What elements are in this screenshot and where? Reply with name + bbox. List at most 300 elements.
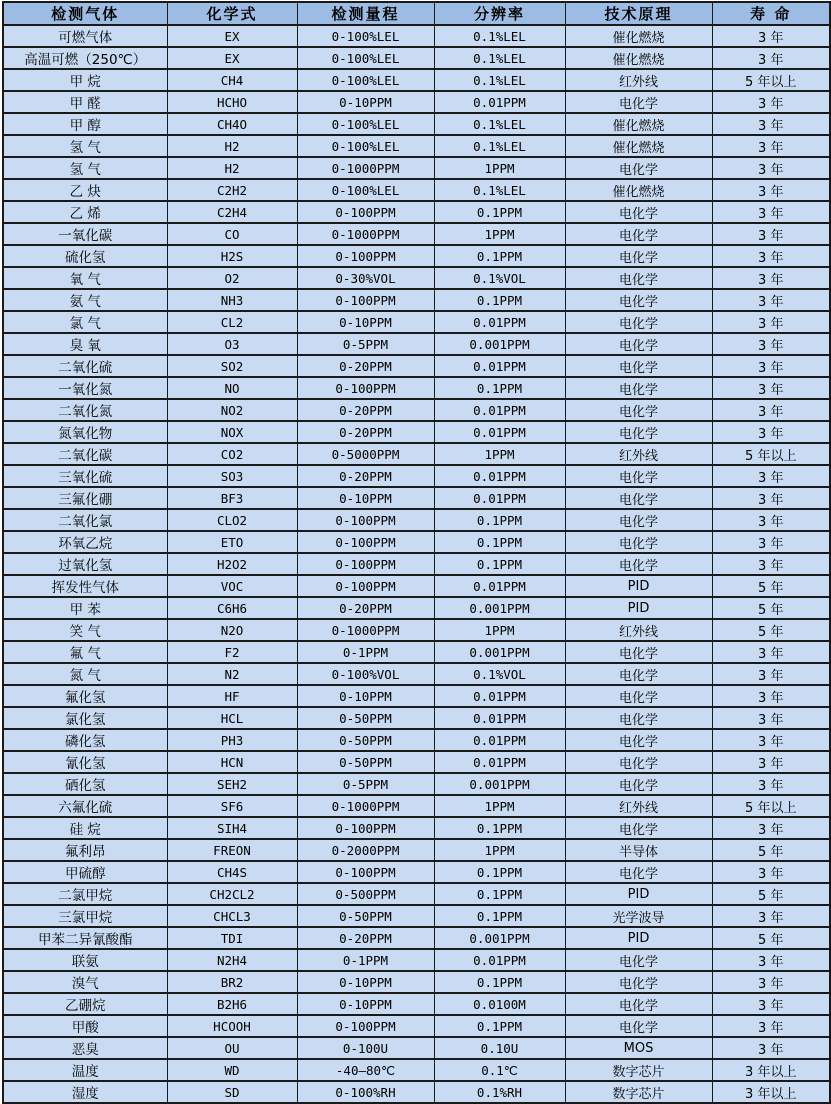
cell-range: 0-100%LEL	[297, 25, 434, 47]
cell-range: 0-10PPM	[297, 685, 434, 707]
cell-gas: 氢 气	[3, 157, 167, 179]
cell-range: 0-100PPM	[297, 245, 434, 267]
cell-lifespan: 3 年	[712, 201, 830, 223]
table-row	[3, 531, 830, 553]
cell-resolution: 0.1PPM	[434, 971, 565, 993]
table-row	[3, 971, 830, 993]
cell-lifespan: 3 年	[712, 707, 830, 729]
table-row	[3, 663, 830, 685]
cell-principle: PID	[565, 597, 712, 619]
cell-formula: NH3	[167, 289, 297, 311]
cell-range: 0-100%LEL	[297, 69, 434, 91]
cell-range: 0-10PPM	[297, 311, 434, 333]
cell-range: 0-100PPM	[297, 861, 434, 883]
cell-resolution: 1PPM	[434, 443, 565, 465]
table-row	[3, 773, 830, 795]
cell-formula: CH4S	[167, 861, 297, 883]
cell-principle: PID	[565, 927, 712, 949]
cell-range: 0-5000PPM	[297, 443, 434, 465]
cell-principle: 电化学	[565, 531, 712, 553]
cell-range: 0-50PPM	[297, 729, 434, 751]
cell-resolution: 1PPM	[434, 223, 565, 245]
cell-range: 0-20PPM	[297, 421, 434, 443]
cell-formula: HCN	[167, 751, 297, 773]
cell-gas: 氮氧化物	[3, 421, 167, 443]
cell-resolution: 0.1%LEL	[434, 113, 565, 135]
cell-gas: 环氧乙烷	[3, 531, 167, 553]
table-row	[3, 1037, 830, 1059]
cell-gas: 湿度	[3, 1081, 167, 1103]
cell-principle: 电化学	[565, 663, 712, 685]
cell-range: 0-100%LEL	[297, 47, 434, 69]
cell-range: 0-30%VOL	[297, 267, 434, 289]
cell-formula: SIH4	[167, 817, 297, 839]
cell-lifespan: 3 年	[712, 641, 830, 663]
cell-principle: 电化学	[565, 861, 712, 883]
cell-resolution: 0.1%RH	[434, 1081, 565, 1103]
cell-resolution: 0.01PPM	[434, 575, 565, 597]
cell-resolution: 1PPM	[434, 795, 565, 817]
cell-principle: 电化学	[565, 333, 712, 355]
cell-range: 0-100PPM	[297, 201, 434, 223]
cell-principle: 催化燃烧	[565, 25, 712, 47]
cell-range: 0-100PPM	[297, 509, 434, 531]
cell-principle: 电化学	[565, 553, 712, 575]
table-row	[3, 399, 830, 421]
cell-formula: C2H4	[167, 201, 297, 223]
cell-gas: 二氧化氯	[3, 509, 167, 531]
cell-resolution: 0.01PPM	[434, 729, 565, 751]
cell-formula: CO2	[167, 443, 297, 465]
cell-lifespan: 5 年	[712, 839, 830, 861]
cell-resolution: 0.01PPM	[434, 707, 565, 729]
cell-principle: 半导体	[565, 839, 712, 861]
cell-formula: WD	[167, 1059, 297, 1081]
cell-lifespan: 5 年	[712, 927, 830, 949]
table-row	[3, 25, 830, 47]
cell-formula: N2	[167, 663, 297, 685]
cell-range: 0-20PPM	[297, 399, 434, 421]
cell-gas: 磷化氢	[3, 729, 167, 751]
cell-range: 0-100PPM	[297, 289, 434, 311]
cell-principle: 电化学	[565, 377, 712, 399]
cell-lifespan: 3 年	[712, 355, 830, 377]
cell-resolution: 1PPM	[434, 157, 565, 179]
cell-range: 0-50PPM	[297, 905, 434, 927]
cell-principle: 电化学	[565, 245, 712, 267]
table-row	[3, 289, 830, 311]
cell-gas: 联氨	[3, 949, 167, 971]
cell-resolution: 0.1%LEL	[434, 47, 565, 69]
cell-formula: CH4	[167, 69, 297, 91]
cell-gas: 乙硼烷	[3, 993, 167, 1015]
cell-principle: 电化学	[565, 157, 712, 179]
cell-lifespan: 3 年	[712, 223, 830, 245]
cell-lifespan: 3 年	[712, 465, 830, 487]
cell-lifespan: 3 年以上	[712, 1059, 830, 1081]
cell-lifespan: 3 年	[712, 531, 830, 553]
cell-lifespan: 3 年	[712, 399, 830, 421]
cell-resolution: 0.1PPM	[434, 883, 565, 905]
cell-gas: 三氯甲烷	[3, 905, 167, 927]
table-row	[3, 69, 830, 91]
cell-gas: 甲硫醇	[3, 861, 167, 883]
table-row	[3, 333, 830, 355]
cell-lifespan: 3 年	[712, 685, 830, 707]
cell-lifespan: 3 年	[712, 487, 830, 509]
cell-principle: 电化学	[565, 773, 712, 795]
cell-resolution: 0.1PPM	[434, 245, 565, 267]
cell-gas: 三氟化硼	[3, 487, 167, 509]
cell-lifespan: 3 年	[712, 311, 830, 333]
cell-resolution: 0.1%LEL	[434, 69, 565, 91]
cell-range: 0-100%LEL	[297, 135, 434, 157]
cell-principle: 电化学	[565, 267, 712, 289]
cell-resolution: 0.1PPM	[434, 201, 565, 223]
gas-sensor-spec-table	[2, 1, 831, 1104]
cell-gas: 甲苯二异氰酸酯	[3, 927, 167, 949]
cell-gas: 二氯甲烷	[3, 883, 167, 905]
cell-range: 0-1000PPM	[297, 223, 434, 245]
column-header-principle: 技术原理	[565, 2, 712, 25]
cell-lifespan: 3 年	[712, 729, 830, 751]
cell-lifespan: 3 年	[712, 993, 830, 1015]
cell-gas: 三氧化硫	[3, 465, 167, 487]
cell-lifespan: 5 年	[712, 619, 830, 641]
cell-principle: PID	[565, 575, 712, 597]
cell-formula: BF3	[167, 487, 297, 509]
table-row	[3, 641, 830, 663]
cell-range: 0-100PPM	[297, 531, 434, 553]
cell-formula: FREON	[167, 839, 297, 861]
cell-lifespan: 3 年	[712, 25, 830, 47]
cell-formula: H2S	[167, 245, 297, 267]
table-row	[3, 223, 830, 245]
cell-range: 0-100%LEL	[297, 113, 434, 135]
cell-range: 0-10PPM	[297, 91, 434, 113]
cell-gas: 硅 烷	[3, 817, 167, 839]
cell-formula: EX	[167, 25, 297, 47]
cell-gas: 氮 气	[3, 663, 167, 685]
table-row	[3, 245, 830, 267]
cell-gas: 甲 苯	[3, 597, 167, 619]
cell-principle: 电化学	[565, 289, 712, 311]
cell-lifespan: 3 年	[712, 157, 830, 179]
cell-principle: 催化燃烧	[565, 179, 712, 201]
column-header-lifespan: 寿 命	[712, 2, 830, 25]
cell-resolution: 0.1%VOL	[434, 267, 565, 289]
cell-principle: 电化学	[565, 949, 712, 971]
cell-principle: 电化学	[565, 201, 712, 223]
cell-range: 0-20PPM	[297, 597, 434, 619]
table-row	[3, 927, 830, 949]
cell-gas: 臭 氧	[3, 333, 167, 355]
cell-gas: 氨 气	[3, 289, 167, 311]
cell-resolution: 0.01PPM	[434, 487, 565, 509]
cell-principle: 电化学	[565, 421, 712, 443]
cell-gas: 氟利昂	[3, 839, 167, 861]
cell-gas: 氢 气	[3, 135, 167, 157]
cell-formula: OU	[167, 1037, 297, 1059]
table-row	[3, 443, 830, 465]
cell-principle: 电化学	[565, 751, 712, 773]
cell-principle: 电化学	[565, 311, 712, 333]
cell-resolution: 0.01PPM	[434, 91, 565, 113]
cell-resolution: 0.1PPM	[434, 531, 565, 553]
cell-resolution: 1PPM	[434, 839, 565, 861]
table-row	[3, 949, 830, 971]
cell-resolution: 0.0100M	[434, 993, 565, 1015]
column-header-gas: 检测气体	[3, 2, 167, 25]
cell-range: -40—80℃	[297, 1059, 434, 1081]
cell-lifespan: 3 年	[712, 91, 830, 113]
cell-gas: 笑 气	[3, 619, 167, 641]
cell-principle: 电化学	[565, 223, 712, 245]
table-row	[3, 905, 830, 927]
cell-principle: 催化燃烧	[565, 135, 712, 157]
cell-range: 0-100PPM	[297, 377, 434, 399]
cell-gas: 硒化氢	[3, 773, 167, 795]
cell-gas: 二氧化碳	[3, 443, 167, 465]
cell-lifespan: 5 年以上	[712, 443, 830, 465]
column-header-resolution: 分辨率	[434, 2, 565, 25]
cell-gas: 乙 炔	[3, 179, 167, 201]
cell-lifespan: 5 年以上	[712, 795, 830, 817]
cell-resolution: 0.001PPM	[434, 927, 565, 949]
column-header-formula: 化学式	[167, 2, 297, 25]
table-row	[3, 707, 830, 729]
cell-range: 0-1000PPM	[297, 157, 434, 179]
cell-range: 0-100U	[297, 1037, 434, 1059]
cell-gas: 一氧化碳	[3, 223, 167, 245]
cell-lifespan: 3 年	[712, 113, 830, 135]
table-row	[3, 135, 830, 157]
table-header-row	[3, 2, 830, 25]
cell-principle: 电化学	[565, 641, 712, 663]
cell-formula: H2	[167, 157, 297, 179]
cell-gas: 氰化氢	[3, 751, 167, 773]
table-row	[3, 597, 830, 619]
table-row	[3, 157, 830, 179]
cell-range: 0-2000PPM	[297, 839, 434, 861]
cell-principle: 电化学	[565, 509, 712, 531]
cell-lifespan: 3 年	[712, 553, 830, 575]
table-row	[3, 861, 830, 883]
table-row	[3, 377, 830, 399]
cell-principle: 电化学	[565, 729, 712, 751]
cell-resolution: 0.1PPM	[434, 377, 565, 399]
cell-range: 0-10PPM	[297, 487, 434, 509]
cell-gas: 甲 醛	[3, 91, 167, 113]
cell-resolution: 0.01PPM	[434, 421, 565, 443]
cell-resolution: 0.001PPM	[434, 773, 565, 795]
cell-principle: 电化学	[565, 1015, 712, 1037]
cell-resolution: 0.1℃	[434, 1059, 565, 1081]
cell-formula: NO	[167, 377, 297, 399]
cell-formula: EX	[167, 47, 297, 69]
table-row	[3, 179, 830, 201]
cell-lifespan: 3 年	[712, 971, 830, 993]
cell-principle: 光学波导	[565, 905, 712, 927]
cell-resolution: 0.001PPM	[434, 333, 565, 355]
cell-range: 0-20PPM	[297, 465, 434, 487]
cell-formula: N2O	[167, 619, 297, 641]
cell-lifespan: 3 年	[712, 817, 830, 839]
cell-range: 0-20PPM	[297, 355, 434, 377]
cell-formula: SD	[167, 1081, 297, 1103]
cell-gas: 六氟化硫	[3, 795, 167, 817]
cell-principle: 电化学	[565, 685, 712, 707]
cell-resolution: 0.001PPM	[434, 641, 565, 663]
cell-principle: 电化学	[565, 993, 712, 1015]
cell-gas: 甲 醇	[3, 113, 167, 135]
table-row	[3, 1015, 830, 1037]
cell-formula: NOX	[167, 421, 297, 443]
cell-lifespan: 3 年	[712, 861, 830, 883]
table-row	[3, 113, 830, 135]
cell-formula: VOC	[167, 575, 297, 597]
cell-gas: 氯 气	[3, 311, 167, 333]
cell-lifespan: 3 年	[712, 267, 830, 289]
cell-resolution: 0.01PPM	[434, 355, 565, 377]
cell-formula: CH2CL2	[167, 883, 297, 905]
cell-resolution: 0.1PPM	[434, 817, 565, 839]
cell-resolution: 0.1PPM	[434, 509, 565, 531]
cell-lifespan: 3 年	[712, 663, 830, 685]
cell-formula: ETO	[167, 531, 297, 553]
cell-gas: 溴气	[3, 971, 167, 993]
cell-formula: PH3	[167, 729, 297, 751]
cell-formula: O3	[167, 333, 297, 355]
cell-resolution: 0.1PPM	[434, 861, 565, 883]
table-row	[3, 575, 830, 597]
cell-formula: O2	[167, 267, 297, 289]
cell-resolution: 0.1PPM	[434, 1015, 565, 1037]
cell-lifespan: 3 年	[712, 377, 830, 399]
cell-range: 0-5PPM	[297, 773, 434, 795]
cell-range: 0-500PPM	[297, 883, 434, 905]
cell-resolution: 0.1%VOL	[434, 663, 565, 685]
table-row	[3, 817, 830, 839]
cell-principle: 电化学	[565, 399, 712, 421]
cell-lifespan: 3 年	[712, 245, 830, 267]
cell-resolution: 0.10U	[434, 1037, 565, 1059]
cell-formula: H2	[167, 135, 297, 157]
cell-gas: 乙 烯	[3, 201, 167, 223]
table-row	[3, 1081, 830, 1103]
cell-lifespan: 3 年	[712, 949, 830, 971]
cell-gas: 恶臭	[3, 1037, 167, 1059]
cell-formula: CHCL3	[167, 905, 297, 927]
cell-lifespan: 3 年	[712, 289, 830, 311]
table-row	[3, 47, 830, 69]
cell-lifespan: 5 年以上	[712, 69, 830, 91]
cell-range: 0-20PPM	[297, 927, 434, 949]
cell-range: 0-1PPM	[297, 949, 434, 971]
cell-formula: H2O2	[167, 553, 297, 575]
cell-lifespan: 3 年	[712, 509, 830, 531]
cell-formula: SO3	[167, 465, 297, 487]
cell-gas: 甲酸	[3, 1015, 167, 1037]
table-row	[3, 619, 830, 641]
cell-range: 0-100PPM	[297, 817, 434, 839]
cell-formula: HF	[167, 685, 297, 707]
cell-lifespan: 3 年	[712, 1037, 830, 1059]
table-row	[3, 267, 830, 289]
cell-range: 0-1PPM	[297, 641, 434, 663]
cell-formula: C2H2	[167, 179, 297, 201]
cell-principle: 红外线	[565, 795, 712, 817]
cell-range: 0-1000PPM	[297, 795, 434, 817]
cell-resolution: 0.01PPM	[434, 751, 565, 773]
cell-principle: 电化学	[565, 971, 712, 993]
cell-gas: 二氧化硫	[3, 355, 167, 377]
cell-formula: TDI	[167, 927, 297, 949]
cell-gas: 硫化氢	[3, 245, 167, 267]
cell-gas: 二氧化氮	[3, 399, 167, 421]
cell-principle: 电化学	[565, 487, 712, 509]
cell-formula: N2H4	[167, 949, 297, 971]
table-row	[3, 91, 830, 113]
cell-formula: HCOOH	[167, 1015, 297, 1037]
table-row	[3, 993, 830, 1015]
table-row	[3, 883, 830, 905]
cell-gas: 氯化氢	[3, 707, 167, 729]
cell-principle: 电化学	[565, 355, 712, 377]
cell-principle: 红外线	[565, 619, 712, 641]
cell-formula: SEH2	[167, 773, 297, 795]
cell-gas: 甲 烷	[3, 69, 167, 91]
cell-gas: 过氧化氢	[3, 553, 167, 575]
cell-formula: CL2	[167, 311, 297, 333]
cell-lifespan: 3 年	[712, 421, 830, 443]
table-row	[3, 355, 830, 377]
cell-gas: 氟 气	[3, 641, 167, 663]
cell-principle: 电化学	[565, 465, 712, 487]
cell-gas: 一氧化氮	[3, 377, 167, 399]
cell-resolution: 0.1PPM	[434, 289, 565, 311]
cell-lifespan: 3 年	[712, 1015, 830, 1037]
cell-formula: SO2	[167, 355, 297, 377]
cell-gas: 温度	[3, 1059, 167, 1081]
cell-formula: F2	[167, 641, 297, 663]
cell-principle: 红外线	[565, 69, 712, 91]
cell-principle: MOS	[565, 1037, 712, 1059]
cell-formula: HCL	[167, 707, 297, 729]
cell-lifespan: 3 年	[712, 773, 830, 795]
cell-resolution: 0.1PPM	[434, 553, 565, 575]
cell-gas: 高温可燃（250℃）	[3, 47, 167, 69]
cell-gas: 氧 气	[3, 267, 167, 289]
cell-principle: 电化学	[565, 817, 712, 839]
cell-principle: 催化燃烧	[565, 113, 712, 135]
cell-gas: 氟化氢	[3, 685, 167, 707]
cell-formula: NO2	[167, 399, 297, 421]
cell-range: 0-10PPM	[297, 971, 434, 993]
cell-resolution: 0.01PPM	[434, 949, 565, 971]
table-row	[3, 1059, 830, 1081]
cell-lifespan: 3 年	[712, 751, 830, 773]
table-row	[3, 729, 830, 751]
column-header-range: 检测量程	[297, 2, 434, 25]
cell-range: 0-50PPM	[297, 707, 434, 729]
cell-lifespan: 5 年	[712, 575, 830, 597]
cell-principle: 电化学	[565, 707, 712, 729]
cell-resolution: 0.1%LEL	[434, 179, 565, 201]
cell-resolution: 0.01PPM	[434, 465, 565, 487]
cell-resolution: 0.1%LEL	[434, 135, 565, 157]
cell-formula: C6H6	[167, 597, 297, 619]
